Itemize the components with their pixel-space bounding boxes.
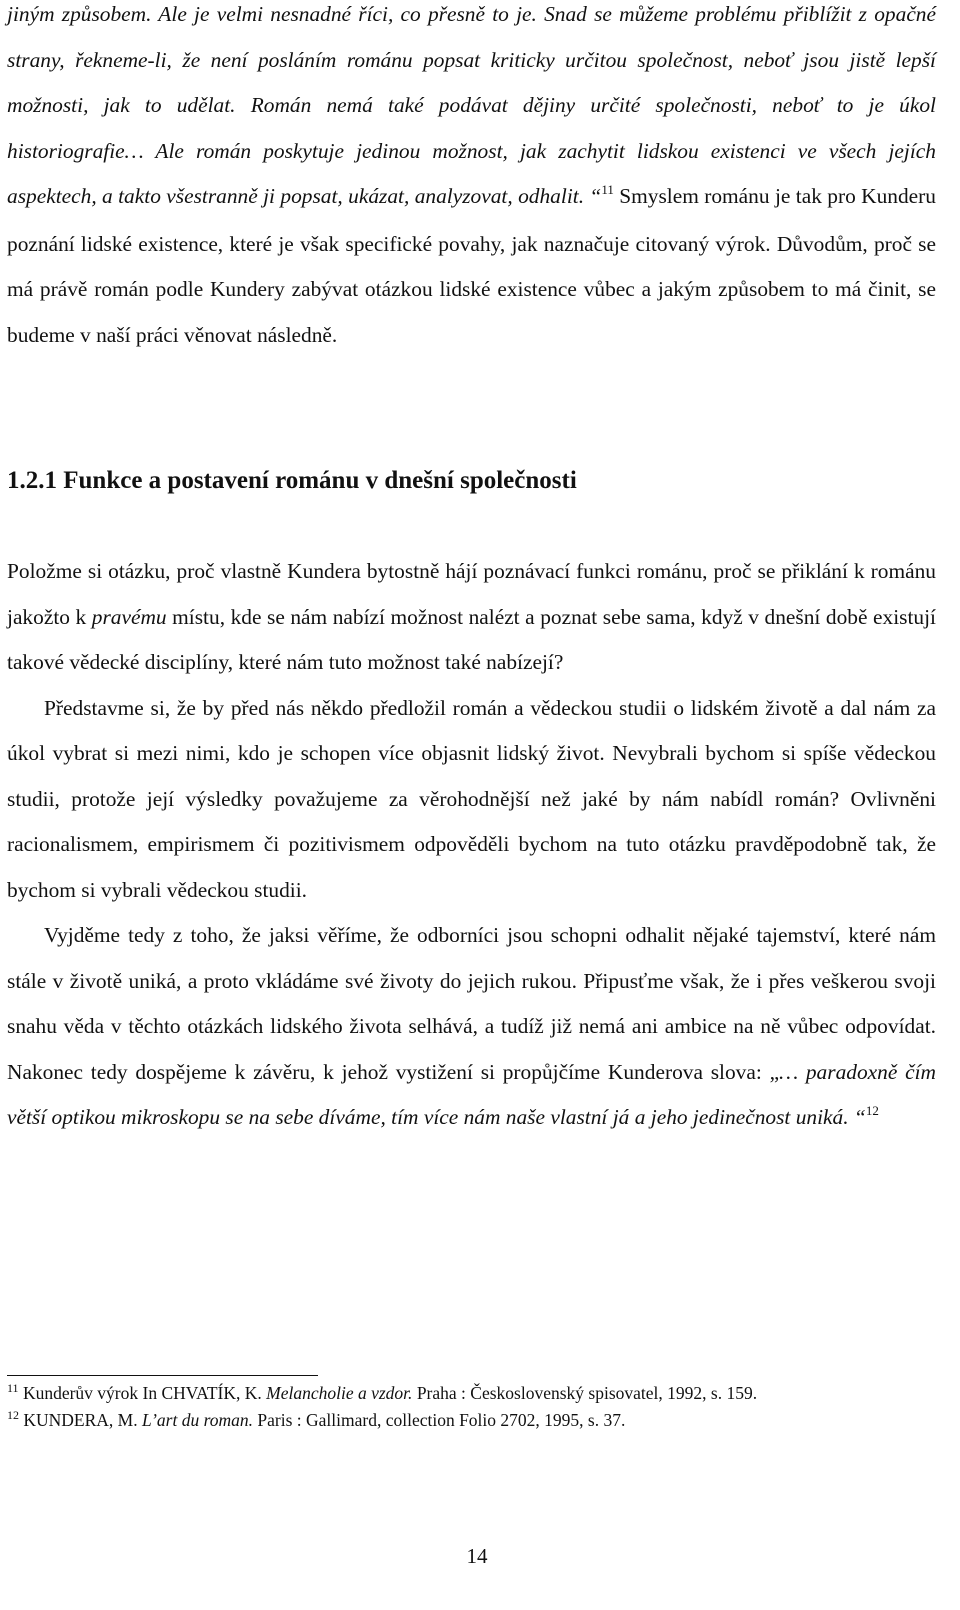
section-heading: 1.2.1 Funkce a postavení románu v dnešní společnosti xyxy=(7,467,577,494)
footnote-title: L’art du roman. xyxy=(142,1410,254,1430)
paragraph-text: Vyjděme tedy z toho, že jaksi věříme, že odborníci jsou schopni odhalit nějaké tajemství, které nám stále v životě uniká, a proto vkládáme své životy do jejich rukou. Připusťme však, že i přes veškerou svoji snahu věda v těchto otázkách lidského života selhává, a tudíž již nemá ani ambice na ně vůbec odpovídat. Nakonec tedy dospějeme k závěru, k jehož vystižení si propůjčíme Kunderova slova: „ xyxy=(7,923,936,1084)
italic-word: pravému xyxy=(91,604,167,629)
page-number: 14 xyxy=(466,1544,488,1568)
paragraph-text: Položme si otázku, proč vlastně Kundera bytostně hájí poznávací funkci románu, proč se přiklání k románu jakožto k xyxy=(7,559,936,629)
footnote-text: Praha : Československý spisovatel, 1992, s. 159. xyxy=(412,1383,758,1403)
footnote-ref-12[interactable]: 12 xyxy=(865,1103,879,1118)
footnote-11 xyxy=(7,1381,936,1408)
footnote-text: Paris : Gallimard, collection Folio 2702, 1995, s. 37. xyxy=(253,1410,626,1430)
italic-quote: jiným způsobem. Ale je velmi nesnadné říci, co přesně to je. Snad se můžeme problému přiblížit z opačné strany, řekneme-li, že není posláním románu popsat kriticky určitou společnost, neboť jsou jistě lepší možnosti, jak to udělat. Román nemá také podávat dějiny určité společnosti, neboť to je úkol historiografie… Ale román poskytuje jedinou možnost, jak zachytit lidskou existenci ve všech jejích aspektech, a takto všestranně ji popsat, ukázat, analyzovat, odhalit. “ xyxy=(7,2,936,208)
paragraph-3 xyxy=(7,913,936,1143)
footnote-number: 11 xyxy=(7,1381,19,1395)
footnote-title: Melancholie a vzdor. xyxy=(266,1383,413,1403)
footnote-text: Kunderův výrok In CHVATÍK, K. xyxy=(18,1383,267,1403)
footnote-separator xyxy=(7,1375,318,1376)
footnote-number: 12 xyxy=(7,1408,19,1422)
closing-quote: “ xyxy=(848,1105,866,1129)
footnotes xyxy=(7,1381,936,1435)
italic-quote: … paradoxně čím větší optikou mikroskopu se na sebe díváme, tím více nám naše vlastní já a jeho jedinečnost uniká. xyxy=(7,1059,936,1129)
footnote-12 xyxy=(7,1408,936,1435)
footnote-text: KUNDERA, M. xyxy=(19,1410,142,1430)
paragraph-1 xyxy=(7,549,936,686)
paragraph-text: místu, kde se nám nabízí možnost nalézt a poznat sebe sama, když v dnešní době existují takové vědecké disciplíny, které nám tuto možnost také nabízejí? xyxy=(7,604,936,674)
footnote-ref-11[interactable]: 11 xyxy=(601,182,614,197)
top-paragraph xyxy=(7,0,936,358)
body-paragraphs xyxy=(7,549,936,1143)
paragraph-2: Představme si, že by před nás někdo předložil román a vědeckou studii o lidském životě a dal nám za úkol vybrat si mezi nimi, kdo je schopen více objasnit lidský život. Nevybrali bychom si spíše vědeckou studii, protože její výsledky považujeme za věrohodnější než jaké by nám nabídl román? Ovlivněni racionalismem, empirismem či pozitivismem odpověděli bychom na tuto otázku pravděpodobně tak, že bychom si vybrali vědeckou studii. xyxy=(7,695,936,902)
paragraph-text: Smyslem románu je tak pro Kunderu poznání lidské existence, které je však specifické povahy, jak naznačuje citovaný výrok. Důvodům, proč se má právě román podle Kundery zabývat otázkou lidské existence vůbec a jakým způsobem to má činit, se budeme v naší práci věnovat následně. xyxy=(7,184,936,347)
